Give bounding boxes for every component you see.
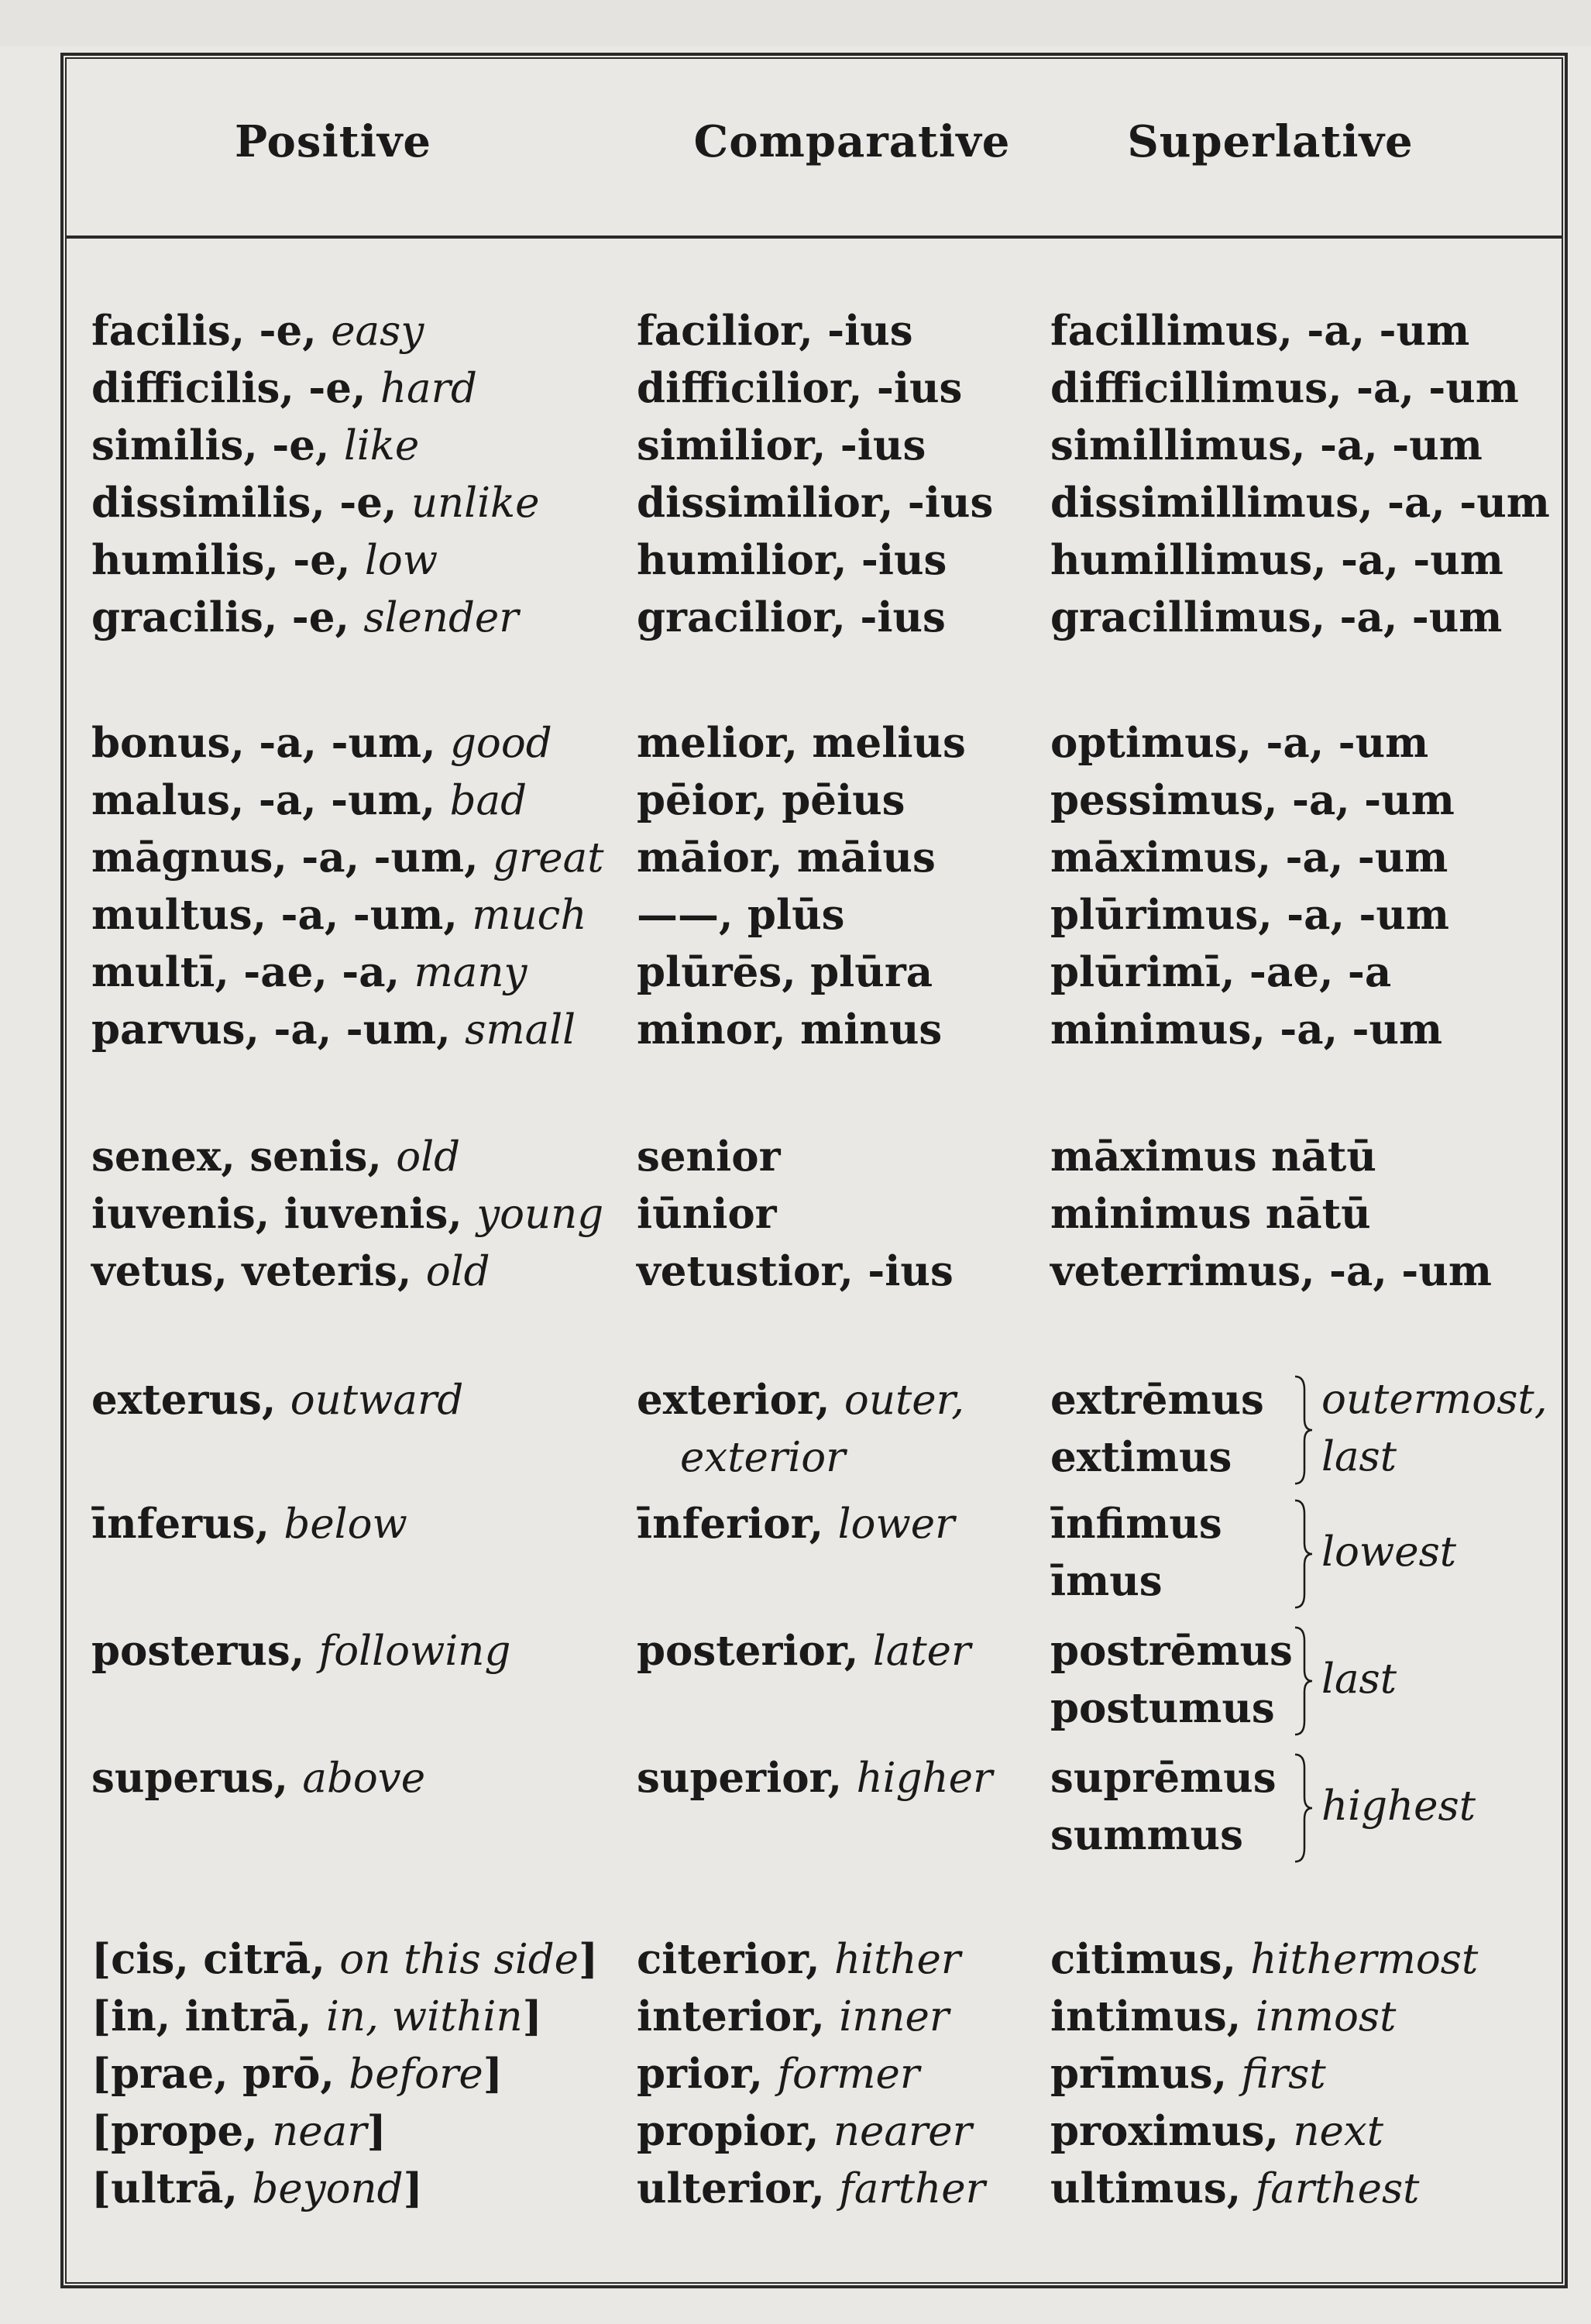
superlative-cell-part: humillimus, -a, -um <box>1050 536 1503 584</box>
superlative-cell-part: hithermost <box>1250 1936 1479 1983</box>
positive-cell <box>91 2104 387 2158</box>
positive-cell-part: senex, senis, <box>91 1133 397 1181</box>
positive-cell <box>91 888 586 942</box>
positive-cell-part: [prope, <box>91 2107 273 2155</box>
positive-cell-part: on this side <box>339 1936 579 1983</box>
positive-cell-part: in, within <box>325 1993 523 2040</box>
page-top-edge <box>0 0 1591 46</box>
superlative-cell <box>1050 2104 1383 2158</box>
superlative-cell <box>1050 2047 1326 2101</box>
comparative-cell-part: senior <box>637 1133 781 1181</box>
positive-cell-part: unlike <box>411 480 540 527</box>
brace-label: outermost, <box>1321 1376 1548 1423</box>
superlative-cell <box>1050 1932 1478 1986</box>
comparative-cell-part: farther <box>839 2165 985 2212</box>
superlative-cell <box>1050 418 1483 473</box>
comparative-cell-part: dissimilior, -ius <box>637 479 994 527</box>
positive-cell-part: malus, -a, -um, <box>91 776 450 824</box>
comparative-cell-part: vetustior, -ius <box>637 1247 954 1295</box>
comparative-cell <box>637 1932 960 1986</box>
positive-cell-part: old <box>425 1248 490 1295</box>
positive-cell <box>91 773 527 827</box>
superlative-cell-part: pessimus, -a, -um <box>1050 776 1455 824</box>
positive-cell-part: easy <box>331 308 424 355</box>
superlative-cell <box>1050 716 1428 770</box>
comparative-cell-part: difficilior, -ius <box>637 364 963 412</box>
positive-cell-part: small <box>465 1006 576 1054</box>
comparative-cell-part: prior, <box>637 2050 778 2098</box>
positive-cell-part: īnferus, <box>91 1500 284 1548</box>
positive-cell-part: ] <box>366 2107 387 2155</box>
header-positive: Positive <box>234 116 432 167</box>
comparative-cell <box>637 2104 972 2158</box>
comparative-cell-part: higher <box>856 1755 993 1802</box>
positive-cell-part: like <box>343 422 420 469</box>
comparative-cell <box>637 1002 942 1057</box>
positive-cell-part: exterus, <box>91 1376 290 1424</box>
positive-cell-part: before <box>349 2051 483 2098</box>
superlative-cell-part: optimus, -a, -um <box>1050 719 1429 767</box>
superlative-cell <box>1050 1373 1264 1427</box>
comparative-cell <box>637 2047 919 2101</box>
comparative-cell <box>637 2161 985 2216</box>
brace-icon <box>1292 1625 1315 1737</box>
superlative-cell-part: minimus, -a, -um <box>1050 1006 1443 1054</box>
positive-cell <box>91 1002 576 1057</box>
comparative-cell-part: superior, <box>637 1754 857 1802</box>
superlative-cell <box>1050 1554 1163 1608</box>
comparative-cell <box>637 1129 781 1184</box>
superlative-cell <box>1050 533 1503 587</box>
positive-cell-part: facilis, -e, <box>91 307 332 355</box>
superlative-cell <box>1050 830 1448 885</box>
positive-cell-part: above <box>302 1755 426 1802</box>
comparative-cell-part: lower <box>837 1501 955 1548</box>
positive-cell <box>91 2047 503 2101</box>
positive-cell-part: māgnus, -a, -um, <box>91 834 493 882</box>
header-divider <box>65 235 1563 239</box>
superlative-cell-part: plūrimī, -ae, -a <box>1050 948 1392 996</box>
comparative-cell-part: exterior, <box>637 1376 844 1424</box>
positive-cell <box>91 1187 603 1241</box>
comparative-cell-part: citerior, <box>637 1935 834 1983</box>
comparative-cell <box>637 418 926 473</box>
superlative-cell-part: postrēmus <box>1050 1627 1293 1675</box>
comparative-cell-part: interior, <box>637 1992 840 2040</box>
positive-cell-part: many <box>414 949 527 996</box>
comparative-cell <box>637 830 936 885</box>
superlative-cell <box>1050 361 1519 415</box>
brace-icon <box>1292 1752 1315 1864</box>
superlative-cell <box>1050 1808 1243 1862</box>
comparative-cell <box>637 773 905 827</box>
positive-cell-part: posterus, <box>91 1627 319 1675</box>
comparative-cell-part: humilior, -ius <box>637 536 947 584</box>
brace-label: lowest <box>1321 1528 1457 1576</box>
comparative-cell <box>637 1624 971 1678</box>
superlative-cell-part: postumus <box>1050 1684 1275 1732</box>
comparative-cell-part: īnferior, <box>637 1500 838 1548</box>
superlative-cell-part: summus <box>1050 1811 1243 1859</box>
comparative-cell-part: inner <box>839 1993 950 2040</box>
positive-cell-part: below <box>283 1501 407 1548</box>
comparative-cell <box>637 1751 992 1805</box>
positive-cell <box>91 945 527 999</box>
superlative-cell-part: māximus, -a, -um <box>1050 834 1448 882</box>
comparative-cell <box>637 533 947 587</box>
superlative-cell-part: extimus <box>1050 1433 1232 1481</box>
header-superlative: Superlative <box>1127 116 1414 167</box>
positive-cell-part: good <box>449 720 552 767</box>
superlative-cell-part: first <box>1241 2051 1326 2098</box>
positive-cell-part: gracilis, -e, <box>91 593 364 641</box>
comparative-cell <box>637 1497 955 1551</box>
comparative-cell <box>637 945 933 999</box>
header-comparative: Comparative <box>693 116 1011 167</box>
superlative-cell <box>1050 2161 1420 2216</box>
superlative-cell-part: dissimillimus, -a, -um <box>1050 479 1550 527</box>
superlative-cell <box>1050 945 1391 999</box>
positive-cell <box>91 533 438 587</box>
positive-cell-part: young <box>476 1191 604 1238</box>
comparative-cell <box>637 1989 949 2044</box>
superlative-cell-part: next <box>1293 2108 1384 2155</box>
positive-cell <box>91 304 424 358</box>
superlative-cell-part: prīmus, <box>1050 2050 1242 2098</box>
positive-cell-part: dissimilis, -e, <box>91 479 411 527</box>
positive-cell-part: humilis, -e, <box>91 536 365 584</box>
superlative-cell-part: proximus, <box>1050 2107 1294 2155</box>
comparative-cell-cont <box>680 1430 845 1484</box>
positive-cell-part: ] <box>579 1935 599 1983</box>
superlative-cell <box>1050 888 1449 942</box>
comparative-cell-part: similior, -ius <box>637 421 926 469</box>
comparative-cell <box>637 476 993 530</box>
superlative-cell <box>1050 1681 1275 1735</box>
positive-cell-part: iuvenis, iuvenis, <box>91 1190 477 1238</box>
positive-cell-part: parvus, -a, -um, <box>91 1006 466 1054</box>
positive-cell <box>91 2161 423 2216</box>
comparative-cell <box>637 888 844 942</box>
comparative-cell-part: later <box>872 1628 971 1675</box>
positive-cell-part: [prae, prō, <box>91 2050 349 2098</box>
superlative-cell-part: īmus <box>1050 1557 1163 1605</box>
positive-cell <box>91 590 519 645</box>
positive-cell-part: following <box>318 1628 511 1675</box>
comparative-cell <box>637 1187 777 1241</box>
positive-cell-part: old <box>396 1133 461 1181</box>
positive-cell-part: bonus, -a, -um, <box>91 719 450 767</box>
superlative-cell-part: facillimus, -a, -um <box>1050 307 1470 355</box>
comparative-cell-part: gracilior, -ius <box>637 593 946 641</box>
comparative-cell-part: posterior, <box>637 1627 873 1675</box>
comparative-cell-part: pēior, pēius <box>637 776 905 824</box>
comparative-cell-part: iūnior <box>637 1190 777 1238</box>
superlative-cell-part: māximus nātū <box>1050 1133 1376 1181</box>
comparative-cell <box>637 716 966 770</box>
positive-cell-part: bad <box>449 777 527 824</box>
positive-cell-part: beyond <box>252 2165 404 2212</box>
comparative-cell-part: nearer <box>833 2108 972 2155</box>
comparative-cell-part: propior, <box>637 2107 833 2155</box>
positive-cell <box>91 361 477 415</box>
positive-cell-part: [in, intrā, <box>91 1992 326 2040</box>
positive-cell <box>91 830 604 885</box>
positive-cell <box>91 1244 490 1298</box>
comparative-cell <box>637 590 946 645</box>
positive-cell-part: ] <box>403 2164 423 2212</box>
positive-cell-part: low <box>364 537 438 584</box>
positive-cell-part: ] <box>483 2050 503 2098</box>
positive-cell <box>91 1751 425 1805</box>
comparative-cell-part: plūrēs, plūra <box>637 948 933 996</box>
positive-cell-part: multī, -ae, -a, <box>91 948 414 996</box>
comparative-cell-part: outer, <box>844 1377 964 1424</box>
comparative-cell-part: ——, plūs <box>637 891 845 939</box>
superlative-cell <box>1050 1002 1442 1057</box>
superlative-cell <box>1050 1497 1222 1551</box>
positive-cell-part: hard <box>380 365 477 412</box>
comparative-cell <box>637 1244 954 1298</box>
comparative-cell <box>637 304 913 358</box>
superlative-cell-part: suprēmus <box>1050 1754 1277 1802</box>
superlative-cell-part: gracillimus, -a, -um <box>1050 593 1503 641</box>
superlative-cell <box>1050 1430 1232 1484</box>
comparative-cell-part: hither <box>834 1936 961 1983</box>
positive-cell-part: [cis, citrā, <box>91 1935 340 1983</box>
positive-cell-part: great <box>493 834 604 882</box>
positive-cell-part: vetus, veteris, <box>91 1247 426 1295</box>
superlative-cell <box>1050 304 1469 358</box>
brace-label: last <box>1321 1655 1397 1703</box>
positive-cell <box>91 418 419 473</box>
positive-cell-part: [ultrā, <box>91 2164 253 2212</box>
superlative-cell-part: īnfimus <box>1050 1500 1222 1548</box>
superlative-cell-part: citimus, <box>1050 1935 1251 1983</box>
positive-cell <box>91 1932 598 1986</box>
superlative-cell-part: ultimus, <box>1050 2164 1256 2212</box>
superlative-cell-part: farthest <box>1255 2165 1420 2212</box>
positive-cell <box>91 1624 510 1678</box>
positive-cell-part: near <box>272 2108 367 2155</box>
positive-cell <box>91 1497 407 1551</box>
positive-cell <box>91 1129 460 1184</box>
positive-cell-part: ] <box>522 1992 542 2040</box>
positive-cell <box>91 476 540 530</box>
positive-cell-part: difficilis, -e, <box>91 364 380 412</box>
superlative-cell <box>1050 590 1502 645</box>
superlative-cell-part: plūrimus, -a, -um <box>1050 891 1449 939</box>
superlative-cell <box>1050 1187 1371 1241</box>
positive-cell-part: slender <box>363 594 519 641</box>
brace-icon <box>1292 1374 1315 1486</box>
superlative-cell-part: minimus nātū <box>1050 1190 1371 1238</box>
positive-cell <box>91 1373 463 1427</box>
comparative-cell-part: ulterior, <box>637 2164 840 2212</box>
comparative-cell-cont-part: exterior <box>680 1434 846 1481</box>
superlative-cell <box>1050 1244 1492 1298</box>
superlative-cell <box>1050 476 1550 530</box>
superlative-cell-part: simillimus, -a, -um <box>1050 421 1483 469</box>
superlative-cell <box>1050 1624 1293 1678</box>
superlative-cell <box>1050 1989 1396 2044</box>
superlative-cell-part: inmost <box>1255 1993 1397 2040</box>
superlative-cell <box>1050 1129 1376 1184</box>
brace-icon <box>1292 1498 1315 1610</box>
positive-cell-part: much <box>472 892 587 939</box>
superlative-cell-part: veterrimus, -a, -um <box>1050 1247 1492 1295</box>
positive-cell-part: outward <box>290 1377 464 1424</box>
brace-label: highest <box>1321 1783 1476 1830</box>
superlative-cell <box>1050 1751 1277 1805</box>
comparative-cell-part: māior, māius <box>637 834 936 882</box>
positive-cell-part: similis, -e, <box>91 421 344 469</box>
superlative-cell-part: difficillimus, -a, -um <box>1050 364 1519 412</box>
comparative-cell-part: melior, melius <box>637 719 966 767</box>
comparative-cell-part: facilior, -ius <box>637 307 913 355</box>
comparative-cell-part: minor, minus <box>637 1006 943 1054</box>
superlative-cell <box>1050 773 1455 827</box>
positive-cell-part: multus, -a, -um, <box>91 891 472 939</box>
brace-label: last <box>1321 1433 1397 1480</box>
superlative-cell-part: extrēmus <box>1050 1376 1264 1424</box>
comparative-cell-part: former <box>777 2051 920 2098</box>
positive-cell <box>91 1989 542 2044</box>
superlative-cell-part: intimus, <box>1050 1992 1256 2040</box>
comparative-cell <box>637 361 962 415</box>
positive-cell <box>91 716 552 770</box>
positive-cell-part: superus, <box>91 1754 303 1802</box>
comparative-cell <box>637 1373 964 1427</box>
